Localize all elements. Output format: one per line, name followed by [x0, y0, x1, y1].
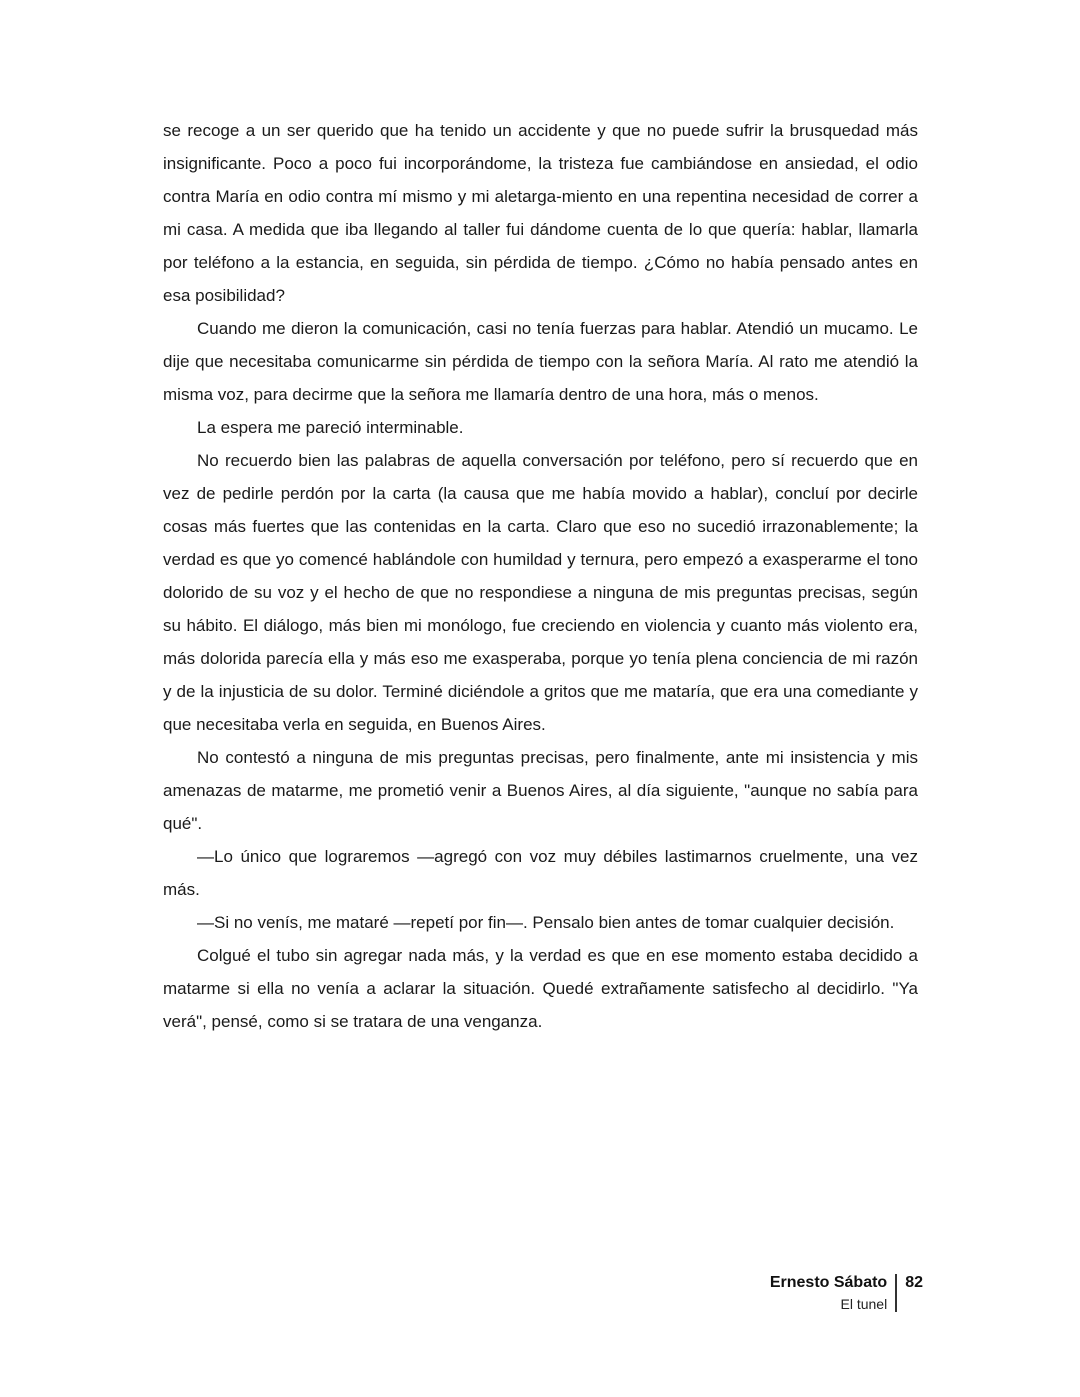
paragraph: Cuando me dieron la comunicación, casi no tenía fuerzas para hablar. Atendió un mucamo. Le dije que necesitaba comunicarme sin pérdida de tiempo con la señora María. Al rato me atendió la misma voz, para decirme que la señora me llamaría dentro de una hora, más o menos.: [163, 319, 918, 404]
paragraph: —Si no venís, me mataré —repetí por fin—. Pensalo bien antes de tomar cualquier decisión.: [197, 913, 895, 932]
paragraph: Colgué el tubo sin agregar nada más, y la verdad es que en ese momento estaba decidido a matarme si ella no venía a aclarar la situación. Quedé extrañamente satisfecho al decidirlo. "Ya verá", pensé, como si se tratara de una venganza.: [163, 946, 918, 1031]
footer-page-number: 82: [905, 1274, 923, 1291]
paragraph: No contestó a ninguna de mis preguntas precisas, pero finalmente, ante mi insistencia y mis amenazas de matarme, me prometió venir a Buenos Aires, al día siguiente, "aunque no sabía para qué".: [163, 748, 918, 833]
footer-author: Ernesto Sábato: [769, 1274, 888, 1291]
paragraph: —Lo único que lograremos —agregó con voz muy débiles lastimarnos cruelmente, una vez más.: [163, 847, 918, 899]
page-footer: [770, 1272, 923, 1314]
footer-book-title: El tunel: [840, 1296, 888, 1312]
paragraph: No recuerdo bien las palabras de aquella conversación por teléfono, pero sí recuerdo que en vez de pedirle perdón por la carta (la causa que me había movido a hablar), concluí por decirle cosas más fuertes que las contenidas en la carta. Claro que eso no sucedió irrazonablemente; la verdad es que yo comencé hablándole con humildad y ternura, pero empezó a exasperarme el tono dolorido de su voz y el hecho de que no respondiese a ninguna de mis preguntas precisas, según su hábito. El diálogo, más bien mi monólogo, fue creciendo en violencia y cuanto más violento era, más dolorida parecía ella y más eso me exasperaba, porque yo tenía plena conciencia de mi razón y de la injusticia de su dolor. Terminé diciéndole a gritos que me mataría, que era una comediante y que necesitaba verla en seguida, en Buenos Aires.: [163, 451, 918, 734]
paragraph: La espera me pareció interminable.: [197, 418, 464, 437]
paragraph: se recoge a un ser querido que ha tenido un accidente y que no puede sufrir la brusquedad más insignificante. Poco a poco fui incorporándome, la tristeza fue cambiándose en ansiedad, el odio contra María en odio contra mí mismo y mi aletarga-miento en una repentina necesidad de correr a mi casa. A medida que iba llegando al taller fui dándome cuenta de lo que quería: hablar, llamarla por teléfono a la estancia, en seguida, sin pérdida de tiempo. ¿Cómo no había pensado antes en esa posibilidad?: [163, 121, 918, 305]
page-text: [163, 114, 918, 1038]
footer-author-block: [770, 1272, 895, 1314]
